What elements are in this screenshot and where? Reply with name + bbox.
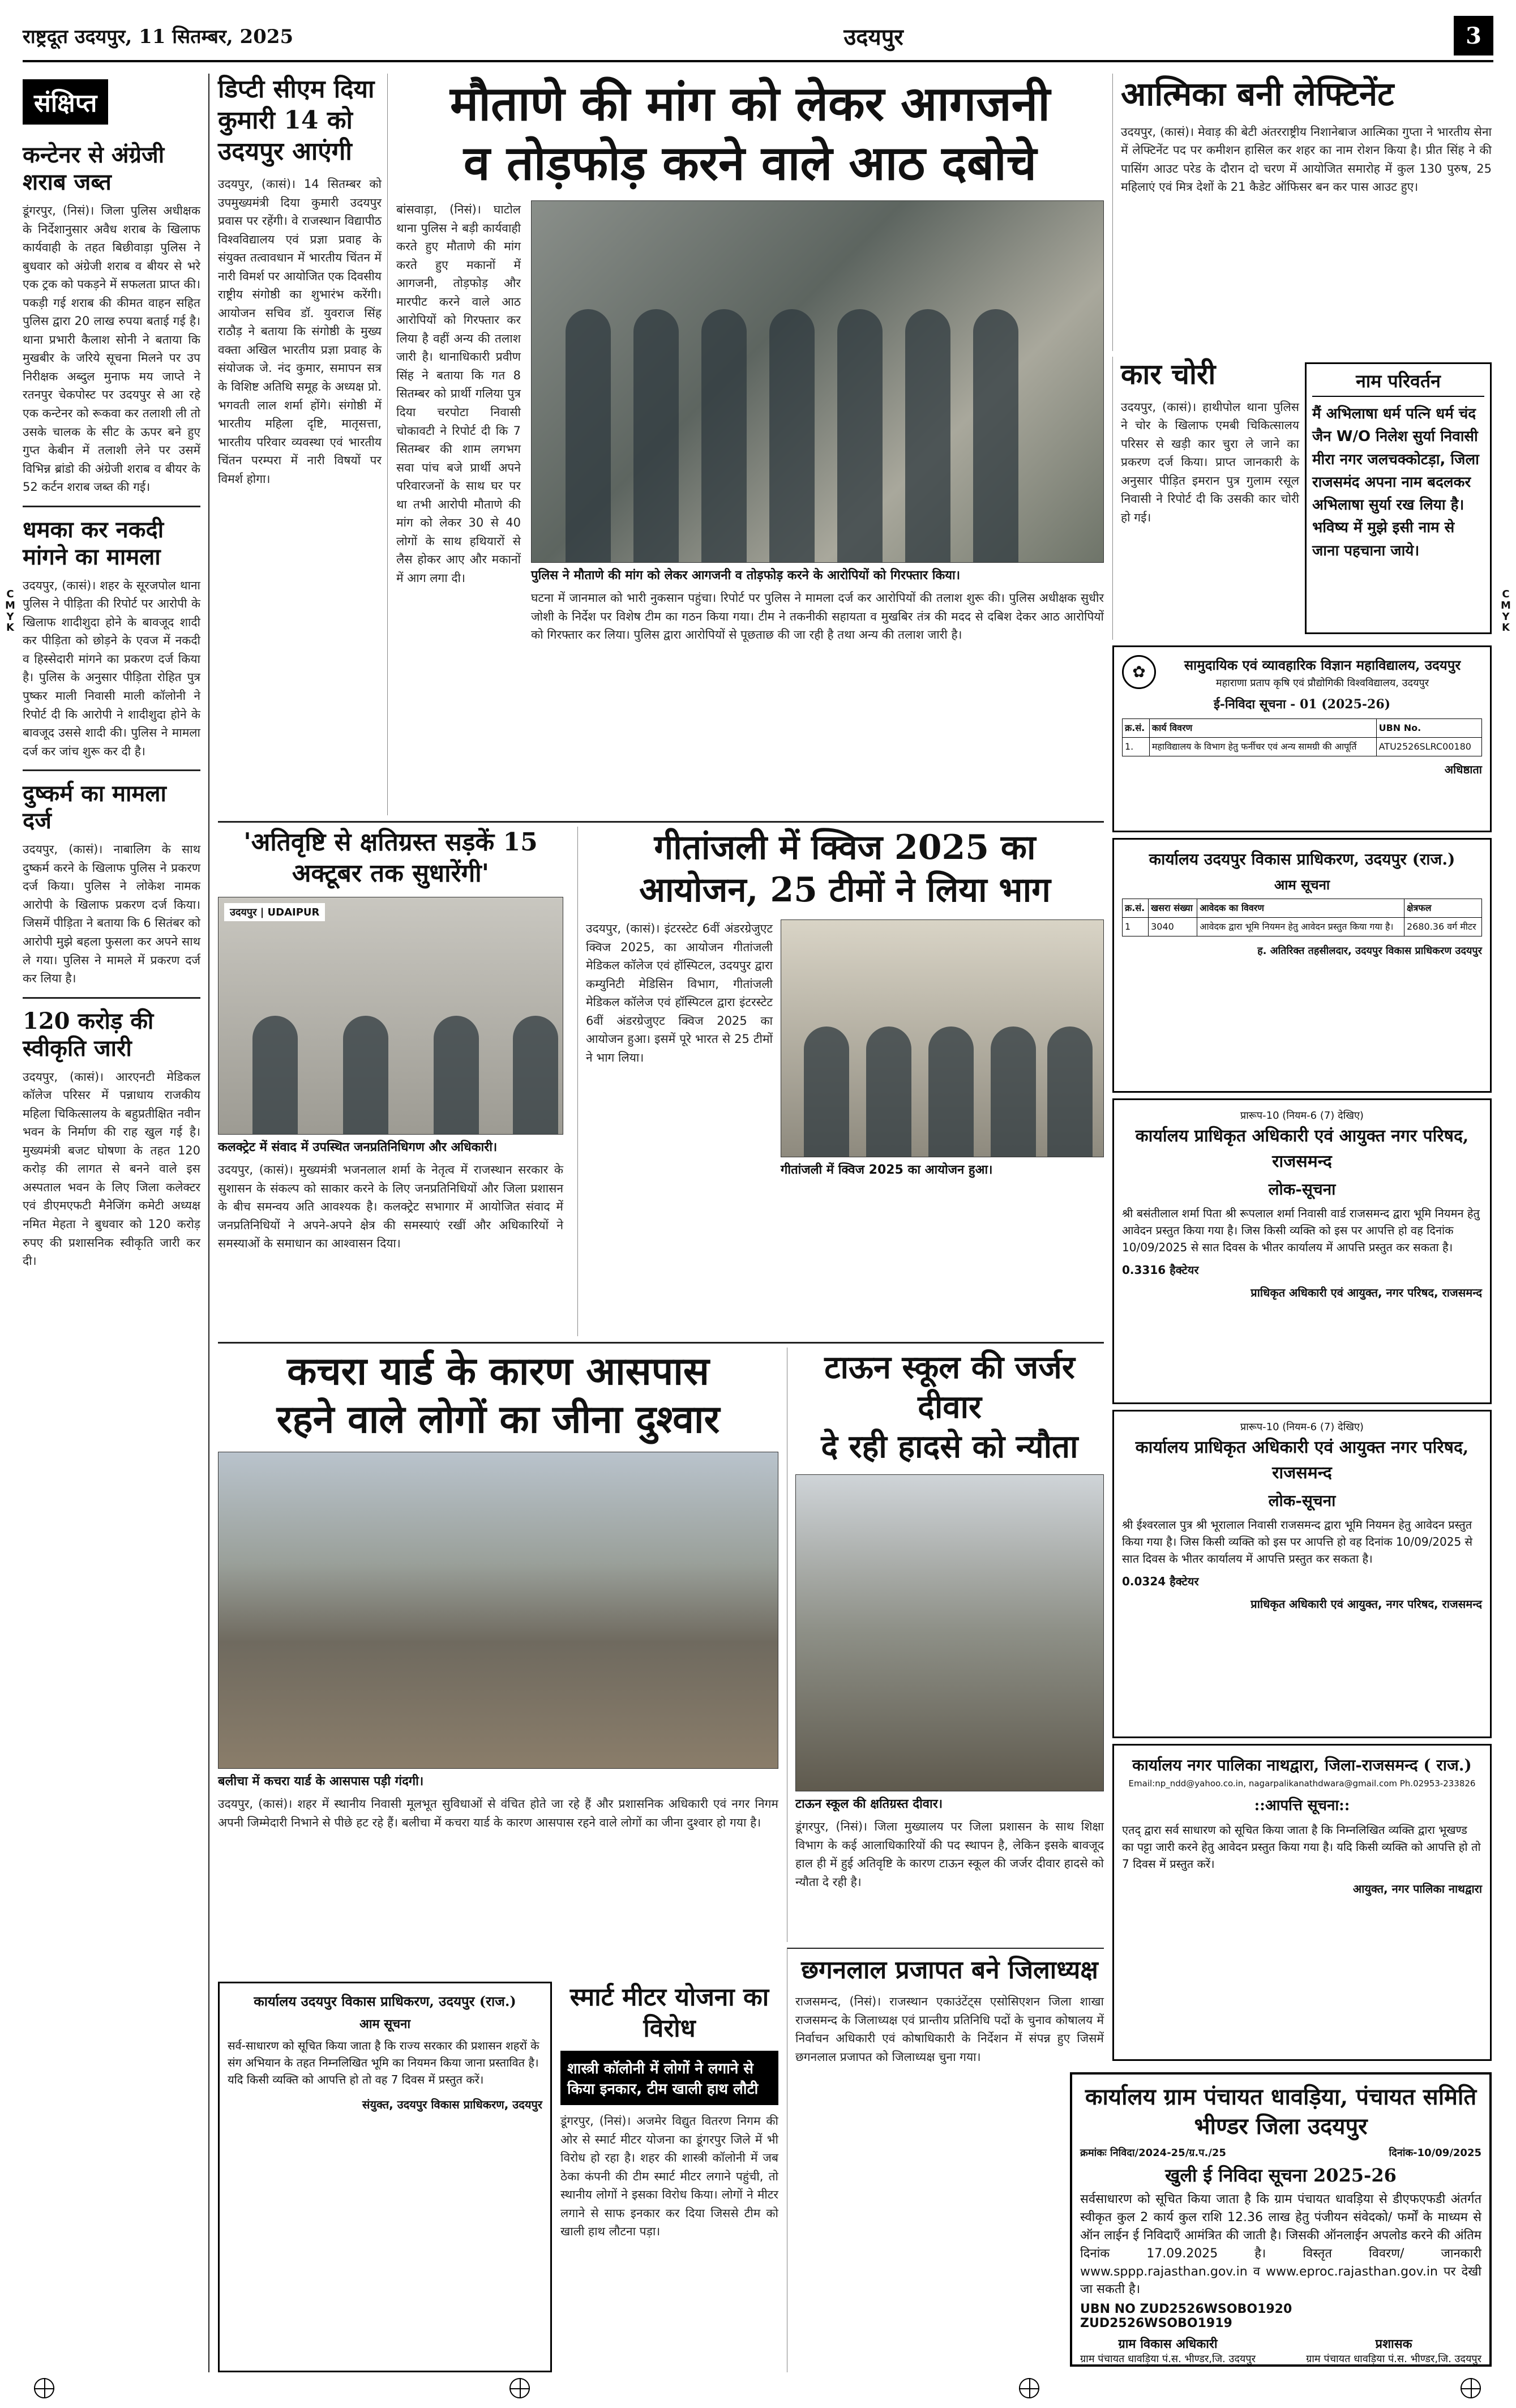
table-cell: आवेदक द्वारा भूमि नियमन हेतु आवेदन प्रस्तुत किया गया है। — [1197, 918, 1404, 936]
notice-signature: प्राधिकृत अधिकारी एवं आयुक्त, नगर परिषद, राजसमन्द — [1251, 1597, 1482, 1611]
registration-mark-icon — [509, 2378, 530, 2398]
registration-mark-icon — [34, 2378, 54, 2398]
notice-body: श्री बसंतीलाल शर्मा पिता श्री रूपलाल शर्मा निवासी वार्ड राजसमन्द द्वारा भूमि नियमन हेतु आवेदन प्रस्तुत किया गया है। जिस किसी व्यक्ति को इस पर आपत्ति हो वह दिनांक 10/09/2025 से सात दिवस के भीतर कार्यालय में आपत्ति प्रस्तुत कर सकता है। — [1122, 1207, 1480, 1254]
story-body: उदयपुर, (कासं)। इंटरस्टेट 6वीं अंडरग्रेजुएट क्विज 2025, का आयोजन गीतांजली मेडिकल कॉलेज एवं हॉस्पिटल, उदयपुर द्वारा कम्युनिटी मेडिसिन विभाग, गीतांजली मेडिकल कॉलेज एवं हॉस्पिटल द्वारा इंटरस्टेट 6वीं अंडरग्रेजुएट क्विज 2025 का आयोजन हुआ। इसमें पूरे भारत से 25 टीमों ने भाग लिया। — [586, 922, 773, 1064]
notice-signature: प्राधिकृत अधिकारी एवं आयुक्त, नगर परिषद, राजसमन्द — [1251, 1286, 1482, 1299]
rajsamand-public-notice-1 — [1112, 1098, 1492, 1404]
story-body: उदयपुर, (कासं)। मुख्यमंत्री भजनलाल शर्मा के नेतृत्व में राजस्थान सरकार के सुशासन के संकल्प को साकार करने के लिए जनप्रतिनिधियों और जिला प्रशासन के बीच समन्वय अति आवश्यक है। कलक्ट्रेट सभागार में आयोजित संवाद में जनप्रतिनिधियों ने अपने-अपने क्षेत्र की समस्याएं रखीं और अधिकारियों ने समस्याओं के समाधान का आश्वासन दिया। — [218, 1163, 563, 1251]
table-cell: महाविद्यालय के विभाग हेतु फर्नीचर एवं अन्य सामग्री की आपूर्ति — [1149, 738, 1376, 756]
notice-heading: ::आपत्ति सूचना:: — [1254, 1797, 1350, 1814]
notice-ref: प्रारूप-10 (नियम-6 (7) देखिए) — [1240, 1421, 1364, 1433]
story-headline: कचरा यार्ड के कारण आसपास — [287, 1349, 709, 1394]
notice-title: कार्यालय ग्राम पंचायत धावड़िया, पंचायत समिति भीण्डर जिला उदयपुर — [1085, 2084, 1477, 2140]
brief-title: धमका कर नकदी मांगने का मामला — [23, 516, 164, 570]
notice-title: सामुदायिक एवं व्यावहारिक विज्ञान महाविद्यालय, उदयपुर — [1184, 657, 1461, 673]
cmyk-marker: C M Y K — [5, 588, 15, 634]
story-headline: 'अतिवृष्टि से क्षतिग्रस्त सड़कें 15 अक्टूबर तक सुधारेंगी' — [243, 828, 538, 888]
roads-story — [218, 827, 569, 1336]
story-headline: आत्मिका बनी लेफ्टिनेंट — [1121, 75, 1394, 113]
lead-photo — [531, 200, 1104, 563]
notice-contact: Email:np_ndd@yahoo.co.in, nagarpalikanathdwara@gmail.com Ph.02953-233826 — [1128, 1778, 1476, 1789]
quiz-photo — [781, 919, 1104, 1157]
notice-body: सर्वसाधारण को सूचित किया जाता है कि ग्राम पंचायत धावड़िया से डीएफएफडी अंतर्गत स्वीकृत कुल 2 कार्य कुल राशि 12.36 लाख हेतु पंजीयन संवेदको/ फर्मों के माध्यम से ऑन लाईन ई निविदाएँ आमंत्रित की जाती है। जिसकी ऑनलाईन अपलोड करने की अंतिम दिनांक 17.09.2025 है। विस्तृत विवरण/ जानकारी www.sppp.rajasthan.gov.in व www.eproc.rajasthan.gov.in पर देखी जा सकती है। — [1080, 2192, 1481, 2297]
notice-subtitle: महाराणा प्रताप कृषि एवं प्रौद्योगिकी विश्वविद्यालय, उदयपुर — [1215, 677, 1429, 689]
roads-photo — [218, 897, 563, 1135]
story-body: उदयपुर, (कासं)। मेवाड़ की बेटी अंतरराष्ट्रीय निशानेबाज आत्मिका गुप्ता ने भारतीय सेना में लेफ्टिनेंट पद पर कमीशन हासिल कर शहर का नाम रोशन किया है। प्रीत सिंह ने की पासिंग आउट परेड के दौरान दो चरण में आयोजित समारोह में कुल 130 पुरुष, 25 महिलाएं एवं मित्र देशों के 21 कैडेट ऑफिसर बन कर पास आउट हुए। — [1121, 125, 1492, 194]
notice-title: नाम परिवर्तन — [1312, 370, 1484, 397]
lead-headline-line2: व तोड़फोड़ करने वाले आठ दबोचे — [463, 135, 1037, 191]
notice-area: 0.3316 हैक्टेयर — [1122, 1263, 1199, 1277]
wall-photo — [795, 1474, 1104, 1791]
table-header: खसरा संख्या — [1149, 899, 1197, 918]
table-cell: 1 — [1123, 918, 1149, 936]
notice-area: 0.0324 हैक्टेयर — [1122, 1575, 1199, 1588]
signatory-office: ग्राम पंचायत धावड़िया पं.स. भीण्डर,जि. उदयपुर — [1080, 2353, 1256, 2366]
story-body: डूंगरपुर, (निसं)। जिला मुख्यालय पर जिला प्रशासन के साथ शिक्षा विभाग के कई आलाधिकारियों की पद स्थापन है, लेकिन इसके बावजूद हाल ही में हुई अतिवृष्टि के कारण टाऊन स्कूल की जर्जर दीवार हादसे को न्यौता दे रही है। — [795, 1820, 1104, 1889]
table-header: क्र.सं. — [1123, 899, 1149, 918]
quiz-story — [577, 827, 1104, 1336]
table-cell: ATU2526SLRC00180 — [1376, 738, 1481, 756]
notice-title: कार्यालय प्राधिकृत अधिकारी एवं आयुक्त नगर परिषद, राजसमन्द — [1135, 1126, 1469, 1171]
story-body: उदयपुर, (कासं)। शहर में स्थानीय निवासी मूलभूत सुविधाओं से वंचित होते जा रहे हैं और प्रशासनिक अधिकारी एवं नगर निगम अपनी जिम्मेदारी निभाने से पीछे हट रहे हैं। बलीचा में कचरा यार्ड के कारण आसपास रहने वाले लोगों का जीना दुश्वार हो गया है। — [218, 1797, 778, 1829]
divider — [23, 769, 200, 771]
ubn-number: UBN NO ZUD2526WSOBO1920 — [1080, 2302, 1292, 2317]
table-header: कार्य विवरण — [1149, 719, 1376, 738]
brief-title: कन्टेनर से अंग्रेजी शराब जब्त — [23, 142, 165, 195]
notice-signature: अधिष्ठाता — [1444, 763, 1482, 776]
divider — [23, 997, 200, 999]
notice-signature: आयुक्त, नगर पालिका नाथद्वारा — [1352, 1881, 1482, 1896]
rajsamand-public-notice-2 — [1112, 1410, 1492, 1738]
notice-heading: आम सूचना — [1274, 876, 1330, 893]
lead-story — [396, 74, 1104, 815]
edition-line: राष्ट्रदूत उदयपुर, 11 सितम्बर, 2025 — [23, 25, 294, 48]
story-headline: टाऊन स्कूल की जर्जर दीवार — [824, 1349, 1075, 1426]
cmyk-marker: C M Y K — [1501, 588, 1511, 634]
photo-sign-text: उदयपुर | UDAIPUR — [224, 903, 325, 921]
story-headline-line2: दे रही हादसे को न्यौता — [821, 1428, 1078, 1465]
theft-story — [1112, 357, 1299, 640]
pull-quote: शास्त्री कॉलोनी में लोगों ने लगाने से किया इनकार, टीम खाली हाथ लौटी — [560, 2051, 778, 2105]
smart-meter-story — [560, 1982, 778, 2372]
brief-item — [23, 780, 200, 987]
photo-caption: पुलिस ने मौताणे की मांग को लेकर आगजनी व तोड़फोड़ करने के आरोपियों को गिरफ्तार किया। — [531, 568, 961, 583]
notice-heading: ई-निविदा सूचना - 01 (2025-26) — [1213, 697, 1391, 712]
lead-body-continued: घटना में जानमाल को भारी नुकसान पहुंचा। रिपोर्ट पर पुलिस ने मामला दर्ज कर आरोपियों की तलाश शुरू की। पुलिस अधीक्षक सुधीर जोशी के निर्देश पर विशेष टीम का गठन किया गया। टीम ने तकनीकी सहायता व मुखबिर तंत्र की मदद से दबिश देकर आठ आरोपियों को गिरफ्तार कर लिया। पुलिस द्वारा आरोपियों से पूछताछ की जा रही है तथा अन्य की तलाश जारी है। — [531, 591, 1104, 642]
story-body: उदयपुर, (कासं)। हाथीपोल थाना पुलिस ने चोर के खिलाफ एमबी चिकित्सालय परिसर से खड़ी कार चुरा ले जाने का प्रकरण दर्ज किया। प्राप्त जानकारी के अनुसार पीड़ित इमरान पुत्र गुलाम रसूल निवासी ने रिपोर्ट दी कि उसकी कार चोरी हो गई। — [1121, 400, 1299, 524]
notice-title: कार्यालय नगर पालिका नाथद्वारा, जिला-राजसमन्द ( राज.) — [1132, 1756, 1472, 1774]
registration-mark-icon — [1019, 2378, 1039, 2398]
notice-body: सर्व-साधारण को सूचित किया जाता है कि राज्य सरकार की प्रशासन शहरों के संग अभियान के तहत निम्नलिखित भूमि का नियमन किया जाना प्रस्तावित है। यदि किसी व्यक्ति को आपत्ति हो तो वह 7 दिवस में प्रस्तुत करें। — [228, 2039, 539, 2086]
page-number: 3 — [1454, 16, 1493, 55]
garbage-photo — [218, 1452, 778, 1769]
table-header: क्र.सं. — [1123, 719, 1150, 738]
garbage-story — [218, 1348, 778, 1970]
photo-caption: बलीचा में कचरा यार्ड के आसपास पड़ी गंदगी। — [218, 1774, 424, 1789]
wall-story — [787, 1348, 1104, 1942]
notice-title: कार्यालय प्राधिकृत अधिकारी एवं आयुक्त नगर परिषद, राजसमन्द — [1135, 1438, 1469, 1483]
signatory-title: प्रशासक — [1375, 2337, 1412, 2352]
notice-signature: ह. अतिरिक्त तहसीलदार, उदयपुर विकास प्राधिकरण उदयपुर — [1257, 945, 1482, 957]
notice-heading: लोक-सूचना — [1268, 1491, 1336, 1510]
table-header: UBN No. — [1376, 719, 1481, 738]
table-cell: 2680.36 वर्ग मीटर — [1404, 918, 1481, 936]
photo-caption: कलक्ट्रेट में संवाद में उपस्थित जनप्रतिनिधिगण और अधिकारी। — [218, 1140, 498, 1154]
city-name: उदयपुर — [843, 23, 903, 50]
lead-text-column — [396, 200, 521, 644]
divider — [218, 1342, 1104, 1344]
notice-heading: आम सूचना — [359, 2017, 411, 2031]
dhavdiya-tender-notice — [1070, 2072, 1492, 2367]
story-body: राजसमन्द, (निसं)। राजस्थान एकाउंटेंट्स एसोसिएशन जिला शाखा राजसमन्द के जिलाध्यक्ष एवं प्रान्तीय प्रतिनिधि पदों के चुनाव कोषालय में निर्वाचन अधिकारी एवं कोषाधिकारी के निर्देशन में संपन्न हुए जिसमें छगनलाल प्रजापत को जिलाध्यक्ष चुना गया। — [795, 1995, 1104, 2064]
notice-table — [1122, 899, 1482, 936]
brief-body: उदयपुर, (कासं)। आरएनटी मेडिकल कॉलेज परिसर में पन्नाधाय राजकीय महिला चिकित्सालय के बहुप्रतीक्षित नवीन भवन के निर्माण की राह खुल गई है। मुख्यमंत्री बजट घोषणा के तहत 120 करोड़ की लागत से बनने वाले इस अस्पताल भवन के लिए जिला कलेक्टर एवं डीएमएफटी मैनेजिंग कमेटी अध्यक्ष नमित मेहता ने बुधवार को 120 करोड़ रुपए की प्रशासनिक स्वीकृति जारी कर दी। — [23, 1070, 200, 1268]
uda-public-notice — [1112, 838, 1492, 1093]
brief-body: डूंगरपुर, (निसं)। जिला पुलिस अधीक्षक के निर्देशानुसार अवैध शराब के खिलाफ कार्यवाही के तहत बिछीवाड़ा पुलिस ने बुधवार को अंग्रेजी शराब व बीयर से भरे एक ट्रक को पकड़ने में सफलता प्राप्त की। पकड़ी गई शराब की कीमत वाहन सहित पुलिस द्वारा 20 लाख रुपया बताई गई है। थाना प्रभारी कैलाश सोनी ने बताया कि मुखबीर के जरिये सूचना मिलने पर उप निरीक्षक अब्दुल मुनाफ मय जाप्ते ने रतनपुर चेकपोस्ट पर उदयपुर से आ रहे एक कन्टेनर को रूकवा कर तलाशी ली तो उसके चालक के सीट के ऊपर बने हुए गुप्त केबीन में तलाशी लेने पर उसमें विभिन्न ब्रांडो की अंग्रेजी शराब व बीयर के 52 कर्टन शराब जब्त की गई। — [23, 204, 200, 494]
story-body: डूंगरपुर, (निसं)। अजमेर विद्युत वितरण निगम की ओर से स्मार्ट मीटर योजना का डूंगरपुर जिले में भी विरोध हो रहा है। शहर की शास्त्री कॉलोनी में जब ठेका कंपनी की टीम स्मार्ट मीटर लगाने पहुंची, तो स्थानीय लोगों ने इसका विरोध किया। लोगों ने मीटर लगाने से साफ इनकार कर दिया जिससे टीम को खाली हाथ लौटना पड़ा। — [560, 2114, 778, 2239]
lieutenant-story — [1112, 74, 1492, 351]
university-tender-notice — [1112, 645, 1492, 832]
deputy-cm-story — [218, 74, 388, 815]
signatory-title: ग्राम विकास अधिकारी — [1118, 2337, 1218, 2352]
notice-text: मैं अभिलाषा धर्म पत्नि धर्म चंद जैन W/O निलेश सुर्या निवासी मीरा नगर जलचक्कोटड़ा, जिला राजसमंद अपना नाम बदलकर अभिलाषा सुर्या रख लिया है। भविष्य में मुझे इसी नाम से जाना पहचाना जाये। — [1312, 405, 1479, 559]
registration-mark-icon — [1461, 2378, 1481, 2398]
table-cell: 3040 — [1149, 918, 1197, 936]
notice-heading: खुली ई निविदा सूचना 2025-26 — [1165, 2165, 1397, 2186]
table-header: क्षेत्रफल — [1404, 899, 1481, 918]
notice-title: कार्यालय उदयपुर विकास प्राधिकरण, उदयपुर (राज.) — [254, 1993, 516, 2009]
brief-item — [23, 516, 200, 760]
story-body: उदयपुर, (कासं)। 14 सितम्बर को उपमुख्यमंत्री दिया कुमारी उदयपुर प्रवास पर रहेंगी। वे राजस्थान विद्यापीठ विश्वविद्यालय एवं प्रज्ञा प्रवाह के संयुक्त तत्वावधान में भारतीय चिंतन में नारी विमर्श पर आयोजित एक दिवसीय राष्ट्रीय संगोष्ठी का शुभारंभ करेंगी। आयोजन सचिव डॉ. युवराज सिंह राठौड़ ने बताया कि संगोष्ठी के मुख्य वक्ता अखिल भारतीय प्रज्ञा प्रवाह के संयोजक जे. नंद कुमार, समापन सत्र के विशिष्ट अतिथि समूह के अध्यक्ष प्रो. भगवती लाल शर्मा होंगे। संगोष्ठी में भारतीय महिला दृष्टि, मातृसत्ता, भारतीय परिवार व्यवस्था एवं भारतीय चिंतन परम्परा में नारी विषयों पर विमर्श होगा। — [218, 177, 382, 486]
story-headline: डिप्टी सीएम दिया कुमारी 14 को उदयपुर आएंगी — [218, 75, 375, 166]
story-headline: छगनलाल प्रजापत बने जिलाध्यक्ष — [801, 1956, 1098, 1984]
masthead — [23, 11, 1493, 62]
story-headline: स्मार्ट मीटर योजना का विरोध — [569, 1983, 769, 2043]
ubn-number: ZUD2526WSOBO1919 — [1080, 2316, 1232, 2331]
notice-title: कार्यालय उदयपुर विकास प्राधिकरण, उदयपुर (राज.) — [1149, 850, 1455, 869]
brief-body: उदयपुर, (कासं)। शहर के सूरजपोल थाना पुलिस ने पीड़िता की रिपोर्ट पर आरोपी के खिलाफ शादीशुदा होने के बावजूद शादी कर पीड़िता को छोड़ने के एवज में नकदी व हिस्सेदारी मांगने का प्रकरण दर्ज किया है। पुलिस के अनुसार पीड़िता रोहित पुत्र पुष्कर माली निवासी माली कॉलोनी ने रिपोर्ट दी कि आरोपी ने शादीशुदा होने के बावजूद उससे शादी की। पुलिस ने मामला दर्ज कर जांच शुरू कर दी है। — [23, 578, 200, 758]
divider — [23, 506, 200, 507]
lead-headline: मौताणे की मांग को लेकर आगजनी — [449, 75, 1051, 131]
notice-body: एतद् द्वारा सर्व साधारण को सूचित किया जाता है कि निम्नलिखित व्यक्ति द्वारा भूखण्ड का पट्टा जारी करने हेतु आवेदन प्रस्तुत किया गया है। यदि किसी व्यक्ति को आपत्ति हो तो 7 दिवस में प्रस्तुत करें। — [1122, 1823, 1481, 1871]
section-label: संक्षिप्त — [23, 79, 108, 125]
brief-item — [23, 142, 200, 497]
photo-caption: गीतांजली में क्विज 2025 का आयोजन हुआ। — [781, 1163, 993, 1177]
photo-caption: टाऊन स्कूल की क्षतिग्रस्त दीवार। — [795, 1797, 943, 1811]
signatory-office: ग्राम पंचायत धावड़िया पं.स. भीण्डर,जि. उदयपुर — [1306, 2353, 1481, 2366]
story-headline: कार चोरी — [1121, 357, 1216, 391]
brief-title: दुष्कर्म का मामला दर्ज — [23, 780, 166, 835]
notice-number: क्रमांकः निविदा/2024-25/ग्र.प./25 — [1080, 2147, 1226, 2159]
divider — [218, 821, 1104, 823]
tender-table — [1122, 718, 1482, 756]
briefs-column — [23, 74, 209, 2372]
brief-body: उदयपुर, (कासं)। नाबालिग के साथ दुष्कर्म करने के खिलाफ पुलिस ने प्रकरण दर्ज किया। पुलिस ने लोकेश नामक आरोपी के खिलाफ प्रकरण दर्ज किया। जिसमें पीड़िता ने बताया कि 6 सितंबर को आरोपी मुझे बहला फुसला कर अपने साथ ले गया। पुलिस ने मामले में प्रकरण दर्ज कर लिया है। — [23, 842, 200, 986]
brief-title: 120 करोड़ की स्वीकृति जारी — [23, 1007, 154, 1062]
notice-heading: लोक-सूचना — [1268, 1180, 1336, 1199]
story-headline: गीतांजली में क्विज 2025 का — [654, 828, 1036, 867]
notice-signature: संयुक्त, उदयपुर विकास प्राधिकरण, उदयपुर — [362, 2098, 542, 2111]
lead-body: बांसवाड़ा, (निसं)। घाटोल थाना पुलिस ने बड़ी कार्यवाही करते हुए मौताणे की मांग करते हुए मकानों में आगजनी, तोड़फोड़ और मारपीट करने वाले आठ आरोपियों को गिरफ्तार कर लिया है वहीं अन्य की तलाश जारी है। थानाधिकारी प्रवीण सिंह ने बताया कि गत 8 सितम्बर को प्रार्थी गलिया पुत्र दिया चरपोटा निवासी चोकावटी ने रिपोर्ट दी कि 7 सितम्बर की शाम लगभग सवा पांच बजे प्रार्थी अपने परिवारजनों के साथ घर पर था तभी आरोपी मौताणे की मांग को लेकर 30 से 40 लोगों के साथ हथियारों से लैस होकर आए और मकानों में आग लगा दी। — [396, 203, 521, 585]
notice-body: श्री ईश्वरलाल पुत्र श्री भूरालाल निवासी राजसमन्द द्वारा भूमि नियमन हेतु आवेदन प्रस्तुत किया गया है। जिस किसी व्यक्ति को इस पर आपत्ति हो वह दिनांक 10/09/2025 से सात दिवस के भीतर कार्यालय में आपत्ति प्रस्तुत कर सकता है। — [1122, 1518, 1473, 1566]
name-change-notice — [1305, 362, 1492, 634]
table-header: आवेदक का विवरण — [1197, 899, 1404, 918]
uda-bottom-notice — [218, 1982, 552, 2372]
table-cell: 1. — [1123, 738, 1150, 756]
nathdwara-objection-notice — [1112, 1744, 1492, 2061]
notice-ref: प्रारूप-10 (नियम-6 (7) देखिए) — [1240, 1110, 1364, 1122]
brief-item — [23, 1008, 200, 1271]
story-headline-line2: रहने वाले लोगों का जीना दुश्वार — [276, 1397, 720, 1442]
chhaganlal-story — [787, 1948, 1104, 2372]
university-logo-icon: ✿ — [1122, 655, 1156, 689]
story-headline-line2: आयोजन, 25 टीमों ने लिया भाग — [639, 870, 1051, 910]
notice-date: दिनांक-10/09/2025 — [1389, 2147, 1481, 2159]
